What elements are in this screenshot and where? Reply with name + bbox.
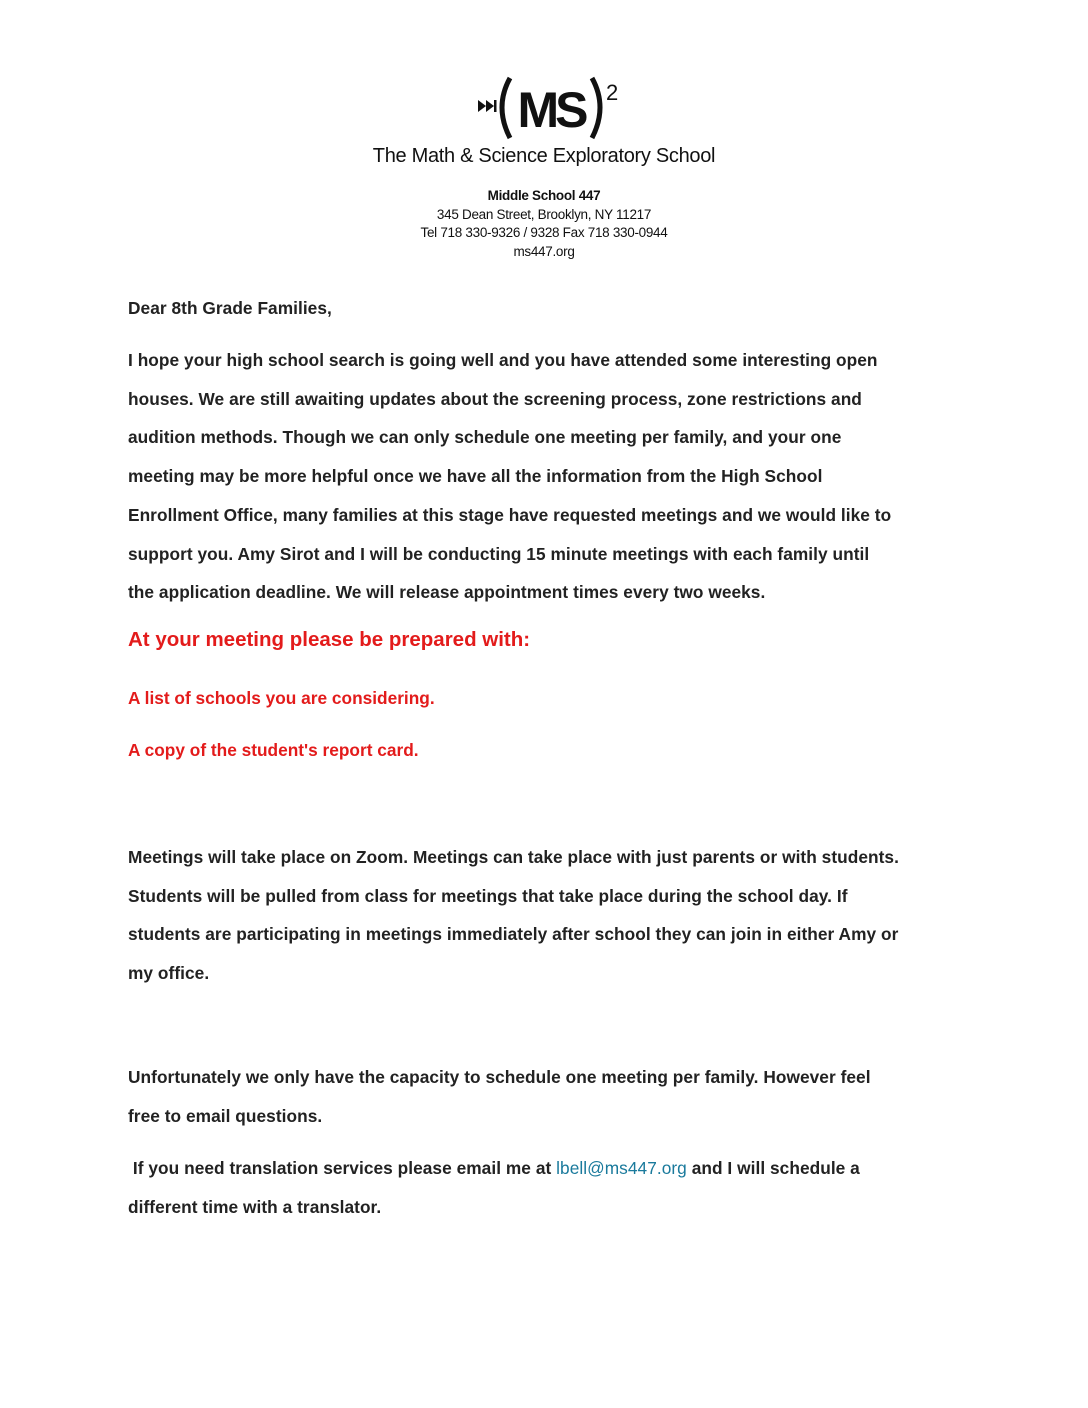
school-website: ms447.org	[513, 243, 575, 259]
paragraph-line: meeting may be more helpful once we have all the information from the High School	[128, 466, 823, 487]
paragraph-line: Unfortunately we only have the capacity to schedule one meeting per family. However feel	[128, 1067, 871, 1087]
school-phone-fax: Tel 718 330-9326 / 9328 Fax 718 330-0944	[420, 225, 668, 240]
paragraph-intro	[128, 341, 968, 612]
fast-forward-icon	[478, 100, 497, 112]
paragraph-line: Students will be pulled from class for meetings that take place during the school day. If	[128, 885, 848, 906]
prepare-heading: At your meeting please be prepared with:	[128, 628, 531, 651]
school-logo	[470, 70, 630, 150]
greeting: Dear 8th Grade Families,	[128, 298, 332, 318]
logo-ms-text: MS	[517, 82, 585, 138]
ms2-logo-graphic	[470, 70, 630, 150]
paragraph-line: audition methods. Though we can only schedule one meeting per family, and your one	[128, 427, 842, 448]
school-address: 345 Dean Street, Brooklyn, NY 11217	[436, 206, 652, 222]
paragraph-line: free to email questions.	[128, 1105, 323, 1126]
paragraph-line: houses. We are still awaiting updates about the screening process, zone restrictions and	[128, 388, 862, 409]
prepare-item: A copy of the student's report card.	[128, 740, 419, 760]
email-link[interactable]: lbell@ms447.org	[556, 1158, 687, 1178]
prepare-item: A list of schools you are considering.	[128, 688, 435, 708]
paragraph-line	[128, 1149, 968, 1188]
paragraph-capacity	[128, 1058, 968, 1135]
logo-superscript: 2	[606, 80, 619, 105]
paragraph-line: Enrollment Office, many families at this stage have requested meetings and we would like to	[128, 504, 892, 525]
paragraph-translation	[128, 1149, 968, 1226]
paragraph-line: students are participating in meetings immediately after school they can join in either Amy or	[128, 924, 899, 945]
paragraph-line: the application deadline. We will release appointment times every two weeks.	[128, 582, 766, 603]
school-number: Middle School 447	[487, 188, 601, 203]
paragraph-line: I hope your high school search is going well and you have attended some interesting open	[128, 350, 878, 370]
paragraph-line: support you. Amy Sirot and I will be conducting 15 minute meetings with each family until	[128, 543, 870, 564]
paragraph-line: different time with a translator.	[128, 1196, 382, 1217]
school-name: The Math & Science Exploratory School	[372, 145, 716, 167]
translation-text-after: and I will schedule a	[686, 1158, 860, 1178]
paragraph-line: my office.	[128, 963, 210, 984]
translation-text-before: If you need translation services please email me at	[128, 1158, 557, 1178]
paragraph-zoom-meetings	[128, 838, 968, 993]
school-address-block	[0, 187, 1088, 261]
paragraph-line: Meetings will take place on Zoom. Meetings can take place with just parents or with students.	[128, 847, 899, 867]
